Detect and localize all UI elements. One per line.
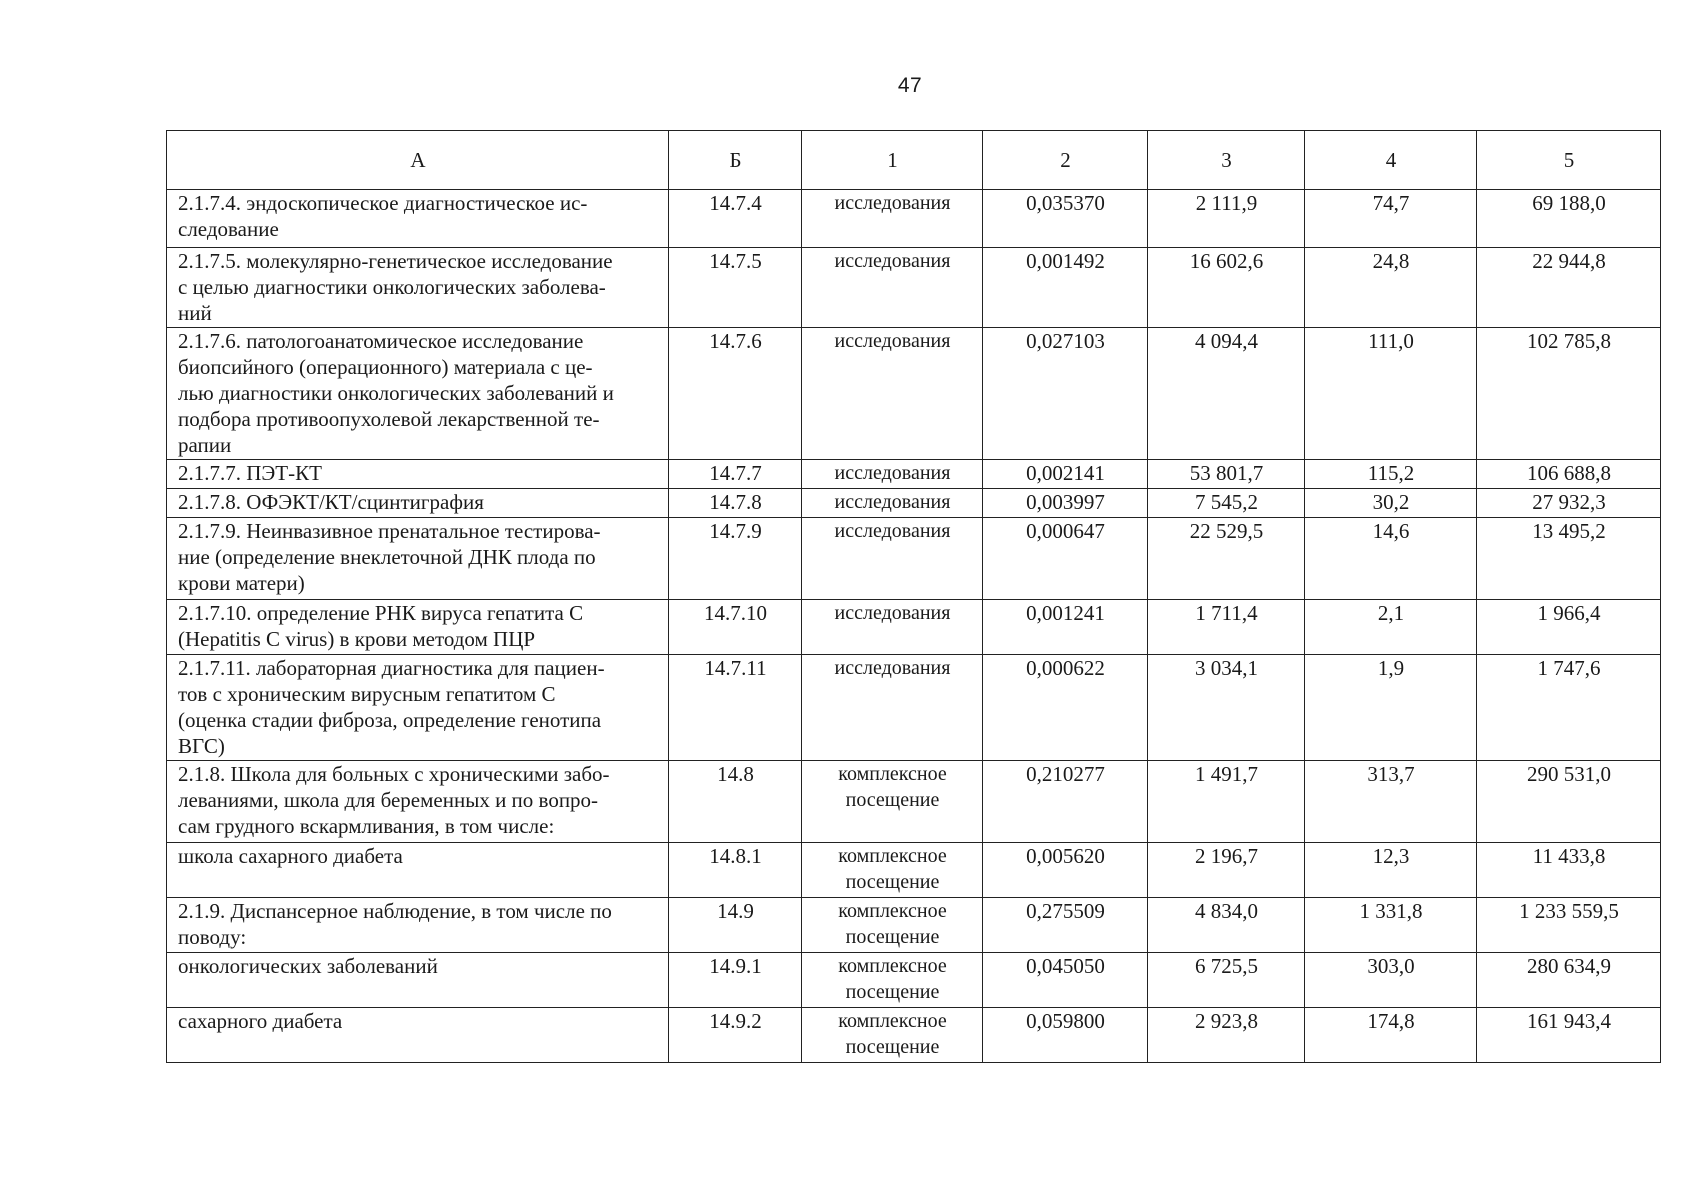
cell-norm: 0,275509 <box>983 898 1148 953</box>
data-table <box>166 130 1661 1063</box>
cell-name: сахарного диабета <box>167 1008 669 1063</box>
cell-norm: 0,210277 <box>983 761 1148 843</box>
table-row <box>167 190 1661 248</box>
cell-total: 161 943,4 <box>1477 1008 1661 1063</box>
cell-name: 2.1.7.11. лабораторная диагностика для пациен- тов с хроническим вирусным гепатитом С (оценка стадии фиброза, определение генотипа ВГС) <box>167 655 669 761</box>
cell-total: 13 495,2 <box>1477 518 1661 600</box>
table-row <box>167 460 1661 489</box>
cell-code: 14.7.10 <box>669 600 802 655</box>
cell-name: 2.1.7.8. ОФЭКТ/КТ/сцинтиграфия <box>167 489 669 518</box>
cell-code: 14.9 <box>669 898 802 953</box>
cell-cost: 7 545,2 <box>1148 489 1305 518</box>
header-cell-b: Б <box>669 131 802 190</box>
cell-norm: 0,001492 <box>983 248 1148 328</box>
cell-unit: комплексное посещение <box>802 898 983 953</box>
table-row <box>167 328 1661 460</box>
table-row <box>167 843 1661 898</box>
cell-unit: комплексное посещение <box>802 761 983 843</box>
table-header <box>167 131 1661 190</box>
cell-code: 14.7.5 <box>669 248 802 328</box>
cell-norm: 0,005620 <box>983 843 1148 898</box>
table-row <box>167 1008 1661 1063</box>
cell-norm: 0,035370 <box>983 190 1148 248</box>
cell-unit: комплексное посещение <box>802 1008 983 1063</box>
cell-per-capita: 12,3 <box>1305 843 1477 898</box>
cell-code: 14.9.1 <box>669 953 802 1008</box>
table-row <box>167 489 1661 518</box>
cell-total: 27 932,3 <box>1477 489 1661 518</box>
cell-name: онкологических заболеваний <box>167 953 669 1008</box>
cell-per-capita: 1,9 <box>1305 655 1477 761</box>
cell-total: 280 634,9 <box>1477 953 1661 1008</box>
cell-total: 1 233 559,5 <box>1477 898 1661 953</box>
cell-total: 106 688,8 <box>1477 460 1661 489</box>
table-row <box>167 761 1661 843</box>
cell-unit: исследования <box>802 655 983 761</box>
header-row <box>167 131 1661 190</box>
cell-cost: 16 602,6 <box>1148 248 1305 328</box>
cell-norm: 0,045050 <box>983 953 1148 1008</box>
cell-unit: исследования <box>802 248 983 328</box>
cell-per-capita: 303,0 <box>1305 953 1477 1008</box>
cell-norm: 0,003997 <box>983 489 1148 518</box>
cell-name: 2.1.7.7. ПЭТ-КТ <box>167 460 669 489</box>
cell-name: 2.1.7.9. Неинвазивное пренатальное тестирова- ние (определение внеклеточной ДНК плода по крови матери) <box>167 518 669 600</box>
cell-name: 2.1.7.4. эндоскопическое диагностическое ис- следование <box>167 190 669 248</box>
cell-total: 69 188,0 <box>1477 190 1661 248</box>
table-row <box>167 248 1661 328</box>
cell-code: 14.8.1 <box>669 843 802 898</box>
cell-cost: 22 529,5 <box>1148 518 1305 600</box>
cell-code: 14.7.4 <box>669 190 802 248</box>
cell-per-capita: 24,8 <box>1305 248 1477 328</box>
cell-unit: исследования <box>802 328 983 460</box>
cell-norm: 0,000622 <box>983 655 1148 761</box>
cell-norm: 0,001241 <box>983 600 1148 655</box>
cell-cost: 2 196,7 <box>1148 843 1305 898</box>
cell-per-capita: 14,6 <box>1305 518 1477 600</box>
cell-norm: 0,059800 <box>983 1008 1148 1063</box>
cell-unit: исследования <box>802 489 983 518</box>
cell-code: 14.7.11 <box>669 655 802 761</box>
cell-total: 1 966,4 <box>1477 600 1661 655</box>
table-row <box>167 518 1661 600</box>
cell-total: 102 785,8 <box>1477 328 1661 460</box>
cell-cost: 6 725,5 <box>1148 953 1305 1008</box>
table-row <box>167 655 1661 761</box>
cell-cost: 4 094,4 <box>1148 328 1305 460</box>
cell-cost: 4 834,0 <box>1148 898 1305 953</box>
table-row <box>167 898 1661 953</box>
cell-name: 2.1.8. Школа для больных с хроническими забо- леваниями, школа для беременных и по вопро- сам грудного вскармливания, в том числе: <box>167 761 669 843</box>
cell-cost: 53 801,7 <box>1148 460 1305 489</box>
cell-total: 22 944,8 <box>1477 248 1661 328</box>
cell-unit: исследования <box>802 460 983 489</box>
cell-code: 14.7.6 <box>669 328 802 460</box>
cell-code: 14.8 <box>669 761 802 843</box>
header-cell-5: 5 <box>1477 131 1661 190</box>
cell-unit: исследования <box>802 600 983 655</box>
cell-cost: 3 034,1 <box>1148 655 1305 761</box>
header-cell-3: 3 <box>1148 131 1305 190</box>
cell-norm: 0,000647 <box>983 518 1148 600</box>
cell-name: 2.1.7.6. патологоанатомическое исследование биопсийного (операционного) материала с це- лью диагностики онкологических заболеваний и подбора противоопухолевой лекарственной те- рапии <box>167 328 669 460</box>
cell-per-capita: 111,0 <box>1305 328 1477 460</box>
cell-name: 2.1.9. Диспансерное наблюдение, в том числе по поводу: <box>167 898 669 953</box>
header-cell-1: 1 <box>802 131 983 190</box>
cell-name: школа сахарного диабета <box>167 843 669 898</box>
cell-per-capita: 115,2 <box>1305 460 1477 489</box>
cell-norm: 0,027103 <box>983 328 1148 460</box>
page-number: 47 <box>897 74 923 97</box>
cell-code: 14.9.2 <box>669 1008 802 1063</box>
cell-norm: 0,002141 <box>983 460 1148 489</box>
cell-name: 2.1.7.5. молекулярно-генетическое исследование с целью диагностики онкологических заболева- ний <box>167 248 669 328</box>
header-cell-a: А <box>167 131 669 190</box>
cell-code: 14.7.9 <box>669 518 802 600</box>
cell-cost: 2 111,9 <box>1148 190 1305 248</box>
cell-code: 14.7.8 <box>669 489 802 518</box>
cell-unit: исследования <box>802 518 983 600</box>
cell-code: 14.7.7 <box>669 460 802 489</box>
cell-per-capita: 74,7 <box>1305 190 1477 248</box>
table-body <box>167 190 1661 1063</box>
cell-per-capita: 30,2 <box>1305 489 1477 518</box>
cell-unit: исследования <box>802 190 983 248</box>
cell-cost: 1 711,4 <box>1148 600 1305 655</box>
cell-total: 290 531,0 <box>1477 761 1661 843</box>
table-row <box>167 953 1661 1008</box>
cell-per-capita: 313,7 <box>1305 761 1477 843</box>
cell-per-capita: 174,8 <box>1305 1008 1477 1063</box>
cell-name: 2.1.7.10. определение РНК вируса гепатита С (Hepatitis C virus) в крови методом ПЦР <box>167 600 669 655</box>
cell-cost: 1 491,7 <box>1148 761 1305 843</box>
cell-total: 11 433,8 <box>1477 843 1661 898</box>
cell-per-capita: 1 331,8 <box>1305 898 1477 953</box>
cell-total: 1 747,6 <box>1477 655 1661 761</box>
cell-unit: комплексное посещение <box>802 953 983 1008</box>
table-row <box>167 600 1661 655</box>
cell-unit: комплексное посещение <box>802 843 983 898</box>
cell-per-capita: 2,1 <box>1305 600 1477 655</box>
header-cell-4: 4 <box>1305 131 1477 190</box>
header-cell-2: 2 <box>983 131 1148 190</box>
cell-cost: 2 923,8 <box>1148 1008 1305 1063</box>
